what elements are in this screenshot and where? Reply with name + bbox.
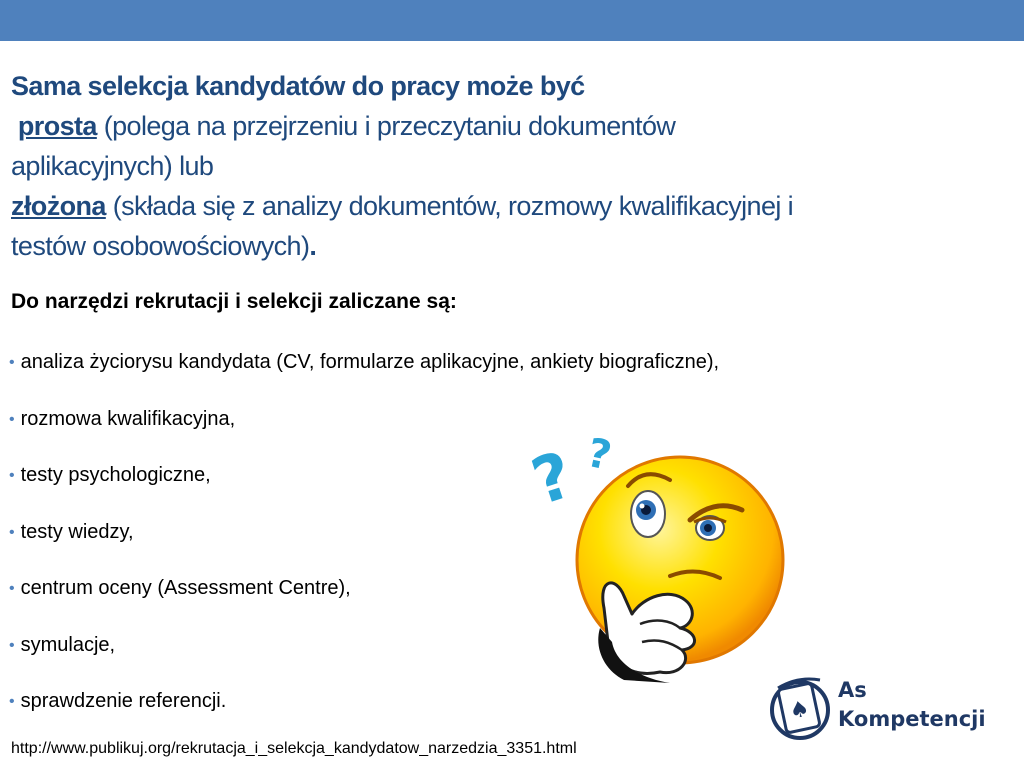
source-link[interactable]: http://www.publikuj.org/rekrutacja_i_selekcja_kandydatow_narzedzia_3351.html <box>11 740 577 757</box>
list-item: • testy psychologiczne, <box>9 464 211 486</box>
svg-text:?: ? <box>583 429 616 480</box>
heading-line-1: Sama selekcja kandydatów do pracy może być <box>11 71 585 101</box>
list-item: • sprawdzenie referencji. <box>9 690 227 712</box>
svg-text:♠: ♠ <box>787 696 812 725</box>
simple-term: prosta <box>17 111 97 141</box>
heading-line-2: prosta (polega na przejrzeniu i przeczytaniu dokumentów <box>17 111 676 141</box>
heading-line-4: złożona (składa się z analizy dokumentów, rozmowy kwalifikacyjnej i <box>11 191 794 221</box>
list-item: • analiza życiorysu kandydata (CV, formularze aplikacyjne, ankiety biograficzne), <box>9 351 720 373</box>
list-item: • testy wiedzy, <box>9 520 134 543</box>
top-bar <box>0 0 1024 41</box>
heading-line-5: testów osobowościowych). <box>11 231 317 261</box>
tools-title: Do narzędzi rekrutacji i selekcji zaliczane są: <box>11 290 457 313</box>
complex-term: złożona <box>11 191 106 221</box>
list-item: • symulacje, <box>9 633 116 656</box>
heading-line-3: aplikacyjnych) lub <box>11 151 214 181</box>
list-item: • centrum oceny (Assessment Centre), <box>9 577 351 599</box>
slide-heading <box>11 66 1011 266</box>
logo-line-2: Kompetencji <box>838 707 986 731</box>
list-item: • rozmowa kwalifikacyjna, <box>9 407 236 430</box>
svg-text:?: ? <box>523 438 582 521</box>
logo-text <box>838 676 986 734</box>
logo-line-1: As <box>838 678 867 702</box>
thinking-smiley-icon <box>520 428 790 683</box>
